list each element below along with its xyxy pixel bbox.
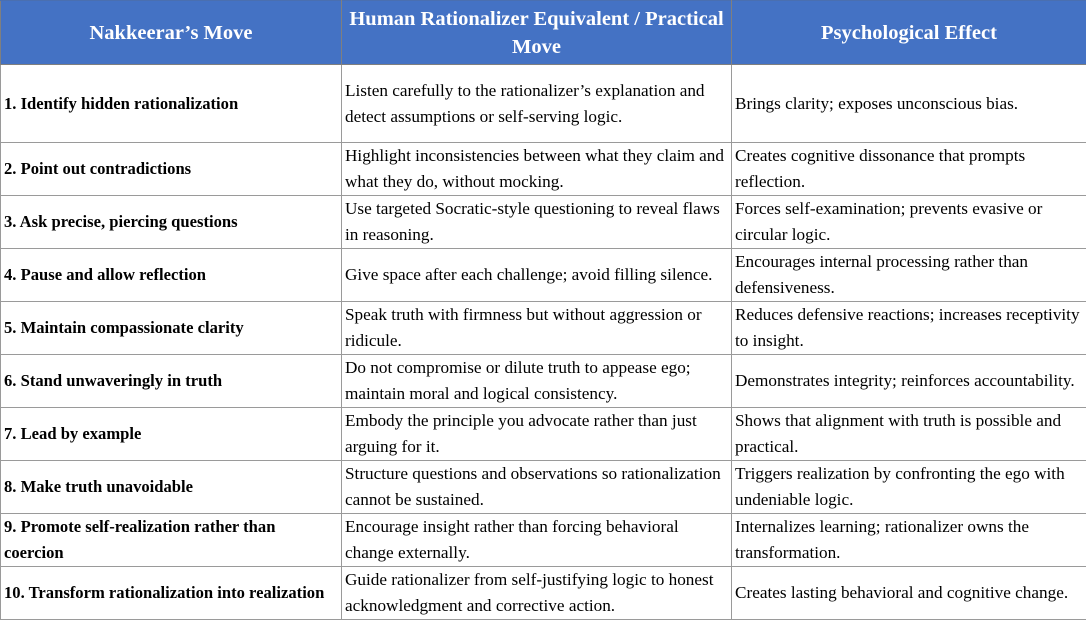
practical-cell: Highlight inconsistencies between what they claim and what they do, without mocking.: [342, 143, 732, 196]
practical-cell: Use targeted Socratic-style questioning to reveal flaws in reasoning.: [342, 196, 732, 249]
table-row: [1, 514, 1086, 567]
header-effect: Psychological Effect: [732, 1, 1086, 65]
table-row: [1, 355, 1086, 408]
table-header: [1, 1, 1086, 65]
practical-cell: Do not compromise or dilute truth to appease ego; maintain moral and logical consistency.: [342, 355, 732, 408]
move-cell: 9. Promote self-realization rather than coercion: [1, 514, 342, 567]
effect-cell: Triggers realization by confronting the ego with undeniable logic.: [732, 461, 1086, 514]
table-row: [1, 196, 1086, 249]
practical-cell: Embody the principle you advocate rather than just arguing for it.: [342, 408, 732, 461]
effect-cell: Internalizes learning; rationalizer owns the transformation.: [732, 514, 1086, 567]
practical-cell: Speak truth with firmness but without aggression or ridicule.: [342, 302, 732, 355]
move-cell: 4. Pause and allow reflection: [1, 249, 342, 302]
table-body: [1, 65, 1086, 620]
practical-cell: Guide rationalizer from self-justifying logic to honest acknowledgment and corrective action.: [342, 567, 732, 620]
effect-cell: Creates lasting behavioral and cognitive change.: [732, 567, 1086, 620]
effect-cell: Creates cognitive dissonance that prompts reflection.: [732, 143, 1086, 196]
effect-cell: Demonstrates integrity; reinforces accountability.: [732, 355, 1086, 408]
move-cell: 3. Ask precise, piercing questions: [1, 196, 342, 249]
table-row: [1, 249, 1086, 302]
table-row: [1, 143, 1086, 196]
effect-cell: Brings clarity; exposes unconscious bias.: [732, 65, 1086, 143]
table-row: [1, 461, 1086, 514]
move-cell: 7. Lead by example: [1, 408, 342, 461]
practical-cell: Encourage insight rather than forcing behavioral change externally.: [342, 514, 732, 567]
move-cell: 1. Identify hidden rationalization: [1, 65, 342, 143]
header-move: Nakkeerar’s Move: [1, 1, 342, 65]
practical-cell: Give space after each challenge; avoid filling silence.: [342, 249, 732, 302]
table-row: [1, 408, 1086, 461]
move-cell: 2. Point out contradictions: [1, 143, 342, 196]
table-row: [1, 567, 1086, 620]
effect-cell: Shows that alignment with truth is possible and practical.: [732, 408, 1086, 461]
move-cell: 6. Stand unwaveringly in truth: [1, 355, 342, 408]
effect-cell: Reduces defensive reactions; increases receptivity to insight.: [732, 302, 1086, 355]
table-row: [1, 65, 1086, 143]
practical-cell: Listen carefully to the rationalizer’s explanation and detect assumptions or self-serving logic.: [342, 65, 732, 143]
practical-cell: Structure questions and observations so rationalization cannot be sustained.: [342, 461, 732, 514]
move-cell: 10. Transform rationalization into realization: [1, 567, 342, 620]
table-row: [1, 302, 1086, 355]
move-cell: 8. Make truth unavoidable: [1, 461, 342, 514]
effect-cell: Encourages internal processing rather than defensiveness.: [732, 249, 1086, 302]
effect-cell: Forces self-examination; prevents evasive or circular logic.: [732, 196, 1086, 249]
move-cell: 5. Maintain compassionate clarity: [1, 302, 342, 355]
header-practical: Human Rationalizer Equivalent / Practical Move: [342, 1, 732, 65]
header-row: [1, 1, 1086, 65]
